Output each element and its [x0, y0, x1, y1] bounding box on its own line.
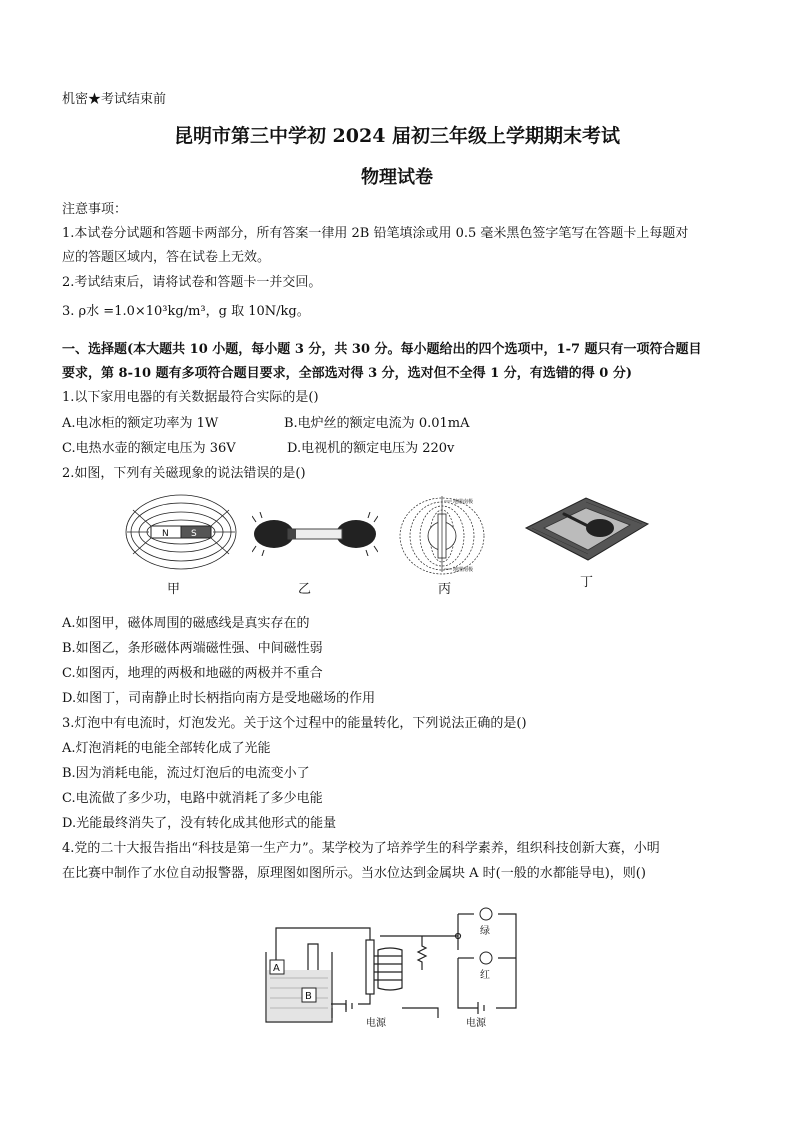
q2-option-d: D.如图丁，司南静止时长柄指向南方是受地磁场的作用 — [62, 691, 376, 706]
q1-option-d: D.电视机的额定电压为 220v — [287, 441, 455, 456]
geo-south-label: 地磁南极 — [453, 499, 474, 505]
metal-block-a-label: A — [273, 963, 280, 974]
q4-stem-line1: 4.党的二十大报告指出“科技是第一生产力”。某学校为了培养学生的科学素养，组织科技创新大赛，小明 — [62, 841, 660, 856]
q1-stem: 1.以下家用电器的有关数据最符合实际的是() — [62, 390, 319, 405]
magnet-s-label: S — [191, 529, 197, 539]
magnet-n-label: N — [162, 529, 169, 539]
metal-block-b-label: B — [305, 991, 312, 1002]
figure-yi-label: 乙 — [298, 582, 312, 597]
q1-option-b: B.电炉丝的额定电流为 0.01mA — [284, 416, 470, 431]
exam-title: 昆明市第三中学初 2024 届初三年级上学期期末考试 — [173, 125, 621, 147]
figure-bing-label: 丙 — [438, 582, 452, 597]
figure-ding-sinan-compass — [518, 494, 654, 564]
figure-yi-iron-filings — [252, 512, 378, 556]
q2-option-c: C.如图丙，地理的两极和地磁的两极并不重合 — [62, 666, 323, 681]
section1-line2: 要求，第 8-10 题有多项符合题目要求，全部选对得 3 分，选对但不全得 1 分，有选错的得 0 分) — [62, 366, 633, 381]
notes-heading: 注意事项： — [62, 202, 128, 217]
note-2: 2.考试结束后，请将试卷和答题卡一并交回。 — [62, 275, 322, 290]
q3-option-d: D.光能最终消失了，没有转化成其他形式的能量 — [62, 816, 337, 831]
geo-north-label: 地理南极 — [453, 567, 474, 573]
figure-water-level-alarm — [262, 900, 522, 1030]
red-lamp-label: 红 — [480, 970, 490, 981]
power-source-1-label: 电源 — [366, 1018, 386, 1029]
figure-bing-geomagnetic-field — [398, 492, 494, 576]
q3-option-c: C.电流做了多少功，电路中就消耗了多少电能 — [62, 791, 323, 806]
confidential-mark: 机密★考试结束前 — [62, 92, 167, 107]
power-source-2-label: 电源 — [466, 1018, 486, 1029]
q3-option-b: B.因为消耗电能，流过灯泡后的电流变小了 — [62, 766, 310, 781]
q3-option-a: A.灯泡消耗的电能全部转化成了光能 — [62, 741, 271, 756]
green-lamp-label: 绿 — [480, 926, 490, 937]
q4-stem-line2: 在比赛中制作了水位自动报警器，原理图如图所示。当水位达到金属块 A 时(一般的水都能导电)，则() — [62, 866, 646, 881]
figure-jia-label: 甲 — [167, 582, 181, 597]
note-1b: 应的答题区域内，答在试卷上无效。 — [62, 250, 271, 265]
exam-subtitle: 物理试卷 — [361, 167, 433, 188]
section1-line1: 一、选择题(本大题共 10 小题，每小题 3 分，共 30 分。每小题给出的四个选项中，1-7 题只有一项符合题目 — [62, 342, 702, 357]
note-3: 3. ρ水 =1.0×10³kg/m³，g 取 10N/kg。 — [62, 304, 310, 319]
figure-jia-magnet-field — [125, 492, 237, 576]
q3-stem: 3.灯泡中有电流时，灯泡发光。关于这个过程中的能量转化，下列说法正确的是() — [62, 716, 527, 731]
note-1a: 1.本试卷分试题和答题卡两部分，所有答案一律用 2B 铅笔填涂或用 0.5 毫米黑色签字笔写在答题卡上每题对 — [62, 226, 689, 241]
q1-option-c: C.电热水壶的额定电压为 36V — [62, 441, 236, 456]
figure-ding-label: 丁 — [580, 575, 594, 590]
q2-option-a: A.如图甲，磁体周围的磁感线是真实存在的 — [62, 616, 310, 631]
q1-option-a: A.电冰柜的额定功率为 1W — [62, 416, 219, 431]
q2-stem: 2.如图，下列有关磁现象的说法错误的是() — [62, 466, 306, 481]
q2-option-b: B.如图乙，条形磁体两端磁性强、中间磁性弱 — [62, 641, 323, 656]
